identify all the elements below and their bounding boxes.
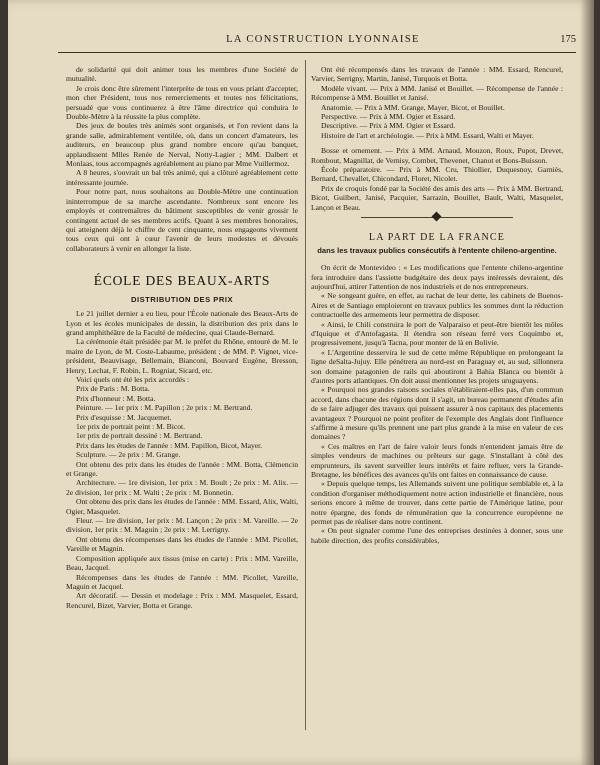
paragraph: Prix de croquis fondé par la Société des amis des arts — Prix à MM. Bertrand, Bicot, Guilbert, Janisé, Pacquier, Sarrazin, Bouillet, Bault, Walti, Masquelet, Lançon et Beau. <box>311 183 563 212</box>
page-binding-shadow <box>580 0 594 765</box>
paragraph: Pour notre part, nous souhaitons au Double-Mètre une continuation ininterrompue de sa marche ascendante. Nombreux sont encore les employés et contremaîtres du bâtiment susceptibles de venir grossir le contingent actuel de ses membres actifs. Quant à ses membres honoraires, qui atteignent déjà le chiffre de cent cinquante, nous engageons vivement tous ceux qui ont à cœur l'avenir de leurs modestes et dévoués collaborateurs à venir en allonger la liste. <box>66 187 298 253</box>
prize-line: Prix d'honneur : M. Botta. <box>76 393 156 403</box>
section-heading: LA PART DE LA FRANCE <box>368 232 506 244</box>
paragraph: Voici quels ont été les prix accordés : <box>76 374 190 384</box>
paragraph: École préparatoire. — Prix à MM. Cru, Thiollier, Duquesnoy, Garniès, Bernard, Chevallet, Chicondard, Floret, Nicolet. <box>311 165 563 184</box>
section-subheading: dans les travaux publics consécutifs à l'entente chileno-argentine. <box>317 246 557 256</box>
paragraph: « On peut signaler comme l'une des entreprises destinées à donner, sous une habile direction, des profits considérables, <box>311 526 563 545</box>
left-column <box>66 65 298 610</box>
paragraph: Modèle vivant. — Prix à MM. Janisé et Bouillet. — Récompense de l'année : Récompense à MM. Bouillet et Janisé. <box>311 83 563 103</box>
paragraph: Ont obtenu des récompenses dans les études de l'année : MM. Picollet, Vareille et Magnin. <box>66 534 298 554</box>
paragraph: « Ainsi, le Chili construira le port de Valparaiso et peut-être bientôt les môles d'Iquique et d'Antofagasta. Il étendra son réseau ferré vers Coquimbo et, progressivement, jusqu'à Tacna, pour monter de là en Bolivie. <box>311 319 563 348</box>
paragraph: de solidarité qui doit animer tous les membres d'une Société de mutualité. <box>66 65 298 84</box>
paragraph: Je crois donc être sûrement l'interprète de tous en vous priant d'accepter, mon cher Président, tous nos remerciements et toutes nos félicitations, persuadé que vous continuerez à être l'âme directrice qui conduira le Double-Mètre à la réussite la plus complète. <box>66 83 298 122</box>
prize-line: Prix de Paris : M. Botta. <box>76 384 150 394</box>
page-header <box>58 34 588 52</box>
running-title: LA CONSTRUCTION LYONNAISE <box>226 34 420 45</box>
section-ornament <box>311 212 563 224</box>
newspaper-page <box>8 0 594 765</box>
paragraph: A 8 heures, s'ouvrait un bal très animé, qui a clôturé agréablement cette intéressante journée. <box>66 168 298 187</box>
paragraph: On écrit de Montevideo : « Les modifications que l'entente chileno-argentine fera introduire dans l'assiette budgétaire des deux pays intéressés devraient, dès aujourd'hui, attirer l'attention de nos industriels et de nos entrepreneurs. <box>311 263 563 291</box>
paragraph: Ont obtenu des prix dans les études de l'année : MM. Essard, Alix, Walti, Ogier, Masquelet. <box>66 497 298 516</box>
section-subheading: DISTRIBUTION DES PRIX <box>130 295 234 305</box>
paragraph: Composition appliquée aux tissus (mise en carte) : Prix : MM. Vareille, Beau, Jacquel. <box>66 553 298 573</box>
paragraph: « Ces maîtres en l'art de faire valoir leurs fonds n'entendent jamais être de simples vendeurs de machines ou prêteurs sur gage. S'installant à côté des emprunteurs, ils savent surveiller leurs intérêts et faire refluer, vers la Grande-Bretagne, les bénéfices des avances qu'ils ont faites en connaissance de cause. <box>311 441 563 480</box>
paragraph: Descriptive. — Prix à MM. Ogier et Essard. <box>321 121 456 131</box>
ornament-diamond-icon <box>432 212 442 222</box>
paragraph: La cérémonie était présidée par M. le préfet du Rhône, entouré de M. le maire de Lyon, de M. Coste-Labaume, président ; de MM. P. Vignet, vice-président, Beauvisage, Bellemain, Bianconi, Bouvard Eugène, Bresson, Henry, Lechat, F. Robin, L. Rogniat, Sicard, etc. <box>66 337 298 375</box>
page-number: 175 <box>560 34 576 45</box>
paragraph: Anatomie. — Prix à MM. Grange, Mayer, Bicot, et Bouillet. <box>321 102 505 112</box>
paragraph: Récompenses dans les études de l'année : MM. Picollet, Vareille, Maguin et Jacquel. <box>66 572 298 591</box>
prize-line: 1er prix de portrait dessiné : M. Bertrand. <box>76 431 203 441</box>
paragraph: « Depuis quelque temps, les Allemands suivent une politique semblable et, à la condition d'organiser méthodiquement notre action industrielle et financière, nous serions encore à même de trouver, dans cette partie de l'Amérique latine, pour notre épargne, des fonds de rémunération que la concurrence européenne ne permet pas de réaliser dans notre continent. <box>311 479 563 527</box>
paragraph: « Pourquoi nos grandes raisons sociales n'établiraient-elles pas, d'un commun accord, dans chacune des régions dont il s'agit, un bureau permanent d'études afin de se faire adjuger des travaux qui puissent assurer à nos capitaux des placements avantageux ? Pourquoi ne point profiter de l'exemple des Anglais dont l'influence s'affirme à mesure qu'ils prennent une part plus grande à la mise en valeur de ces domaines ? <box>311 385 563 442</box>
paragraph: Perspective. — Prix à MM. Ogier et Essard. <box>321 112 456 122</box>
prize-line: Sculpture. — 2e prix : M. Grange. <box>76 450 181 460</box>
paragraph: Ont obtenu des prix dans les études de l'année : MM. Botta, Clémencin et Grange. <box>66 459 298 479</box>
section-heading: ÉCOLE DES BEAUX-ARTS <box>93 273 271 289</box>
paragraph: Le 21 juillet dernier a eu lieu, pour l'École nationale des Beaux-Arts de Lyon et les écoles municipales de dessin, la distribution des prix dans le grand amphithéâtre de la Faculté de médecine, quai Claude-Bernard. <box>66 309 298 337</box>
prize-line: 1er prix de portrait peint : M. Bicot. <box>76 422 186 431</box>
paragraph: Architecture. — 1re division, 1er prix : M. Boult ; 2e prix : M. Alix. — 2e division, 1er prix : M. Walti ; 2e prix : M. Bonnetin. <box>66 478 298 497</box>
prize-line: Prix dans les études de l'année : MM. Papillon, Bicot, Mayer. <box>76 440 263 450</box>
paragraph: Ont été récompensés dans les travaux de l'année : MM. Essard, Rencurel, Varvier, Serrigny, Martin, Janisé, Turquois et Botta. <box>311 65 563 84</box>
paragraph: « L'Argentine desservira le sud de cette même République en prolongeant la ligne deSalta-Jujuy. Elle pénétrera au nord-est en Paraguay et, au sud, sillonnera son domaine patagonien de rails qui aboutiront à Bahia Blanca ou bientôt à d'autres ports atlantiques. On doit aussi mentionner les projets uruguayens. <box>311 347 563 385</box>
prize-line: Prix d'esquisse : M. Jacquemet. <box>76 412 172 422</box>
header-rule <box>58 52 576 53</box>
paragraph: Histoire de l'art et archéologie. — Prix à MM. Essard, Walti et Mayer. <box>321 130 534 140</box>
right-column <box>311 65 563 545</box>
paragraph: Des jeux de boules très animés sont organisés, et l'on revient dans la grande salle, admirablement ventilée, où, dans un concert d'amateurs, les auditeurs, en beaucoup plus grand nombre encore qu'au banquet, applaudissent Mlles Renée de Nerval, Notty-Lagier ; MM. Dalbert et Monlaas, tous accompagnés agréablement au piano par Mme Vuillermoz. <box>66 121 298 169</box>
paragraph: Fleur. — 1re division, 1er prix : M. Lançon ; 2e prix : M. Vareille. — 2e division, 1er prix : M. Maguin ; 2e prix : M. Lerrigny. <box>66 516 298 535</box>
paragraph: Art décoratif. — Dessin et modelage : Prix : MM. Masquelet, Essard, Rencurel, Bizet, Varvier, Botta et Grange. <box>66 591 298 610</box>
paragraph: « Ne songeant guère, en effet, au rachat de leur dette, les cabinets de Buenos-Aires et de Santiago emploieront en travaux publics les sommes dont la réduction contractuelle des armements leur permettra de disposer. <box>311 291 563 320</box>
paragraph: Bosse et ornement. — Prix à MM. Arnaud, Mouzon, Roux, Pupot, Drevet, Rombout, Magnillat, de Vernisy, Combet, Thevenet, Chanot et Bons-Buisson. <box>311 146 563 165</box>
prize-line: Peinture. — 1er prix : M. Papillon ; 2e prix : M. Bertrand. <box>76 403 253 413</box>
column-divider <box>305 60 306 730</box>
